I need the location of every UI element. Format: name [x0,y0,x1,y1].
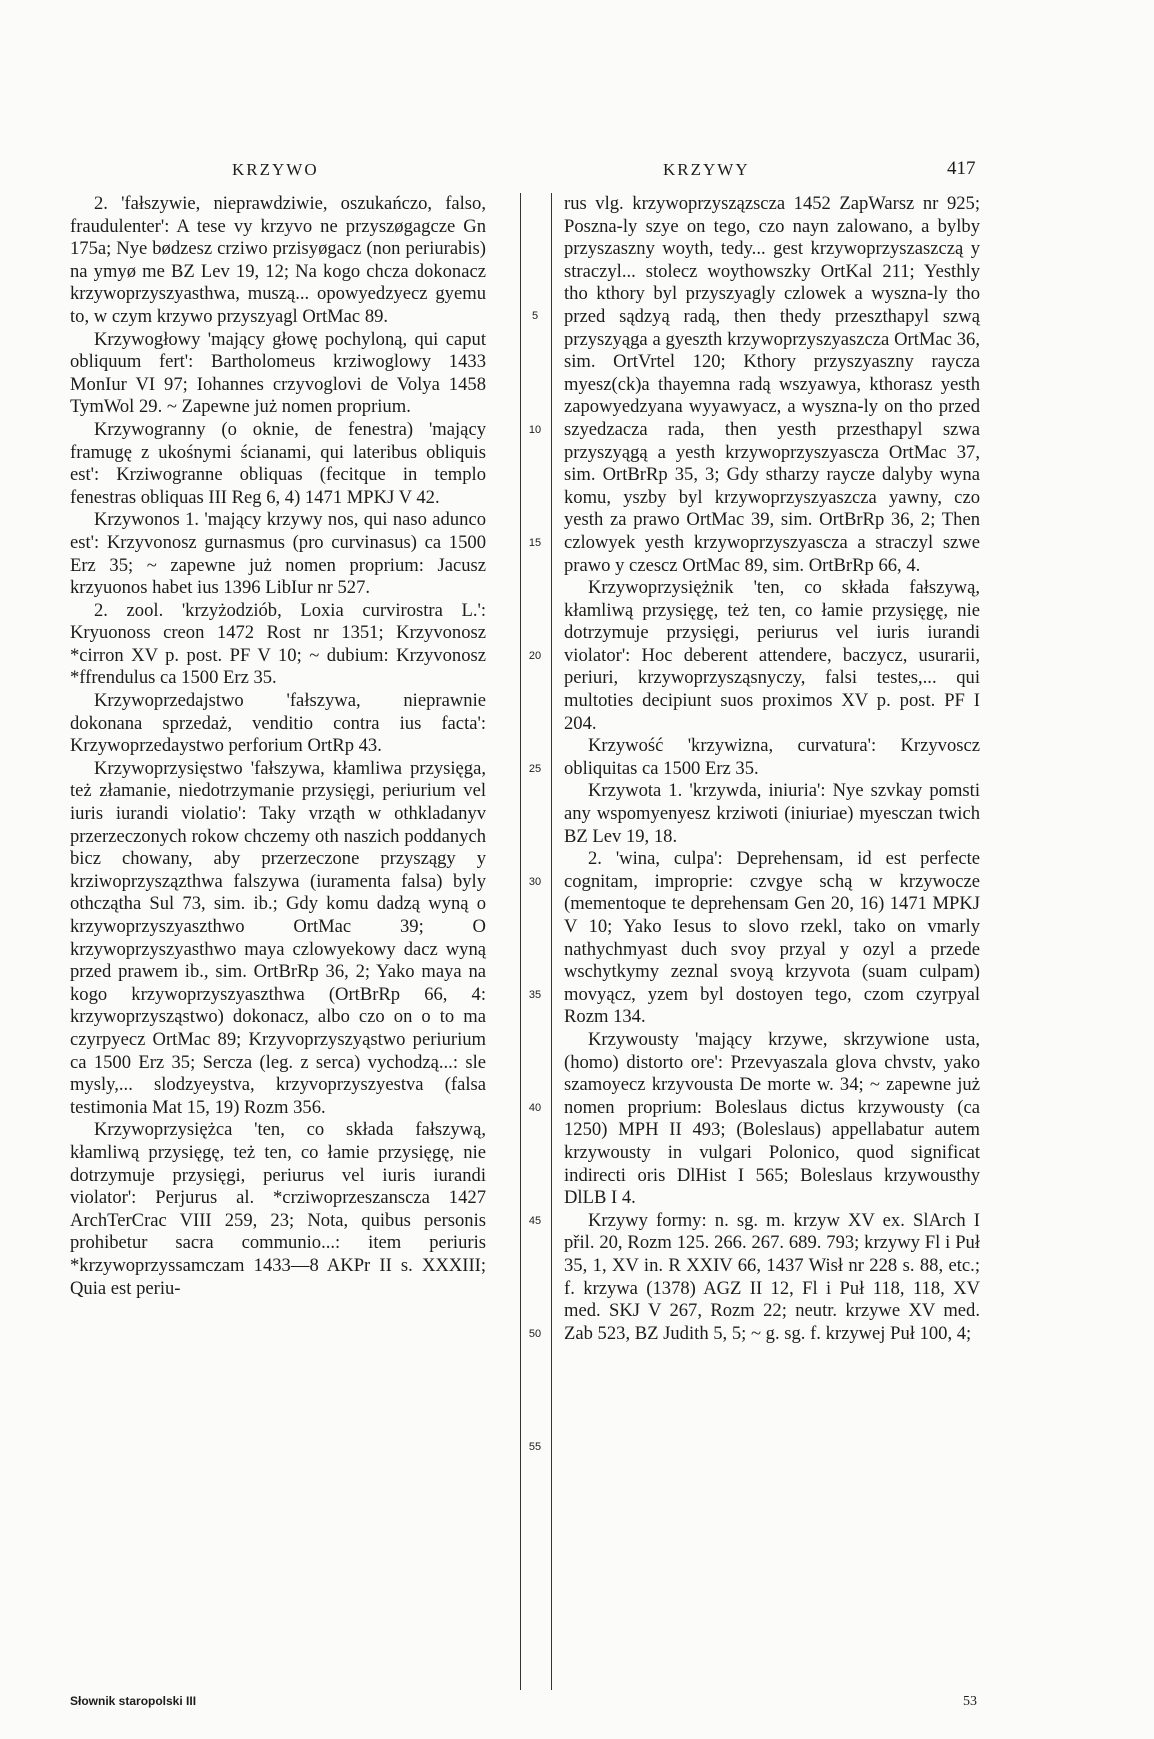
page-number: 417 [947,158,976,179]
entry-paragraph: Krzywonos 1. 'mający krzywy nos, qui naso adunco est': Krzyvonosz gurnasmus (pro curvinasus) ca 1500 Erz 35; ~ zapewne już nomen proprium: Jacusz krzyuonos habet ius 1396 LibIur nr 527. [70,509,486,599]
line-number: 25 [528,763,542,775]
line-number: 20 [528,650,542,662]
entry-paragraph: rus vlg. krzywoprzyszązscza 1452 ZapWarsz nr 925; Poszna-ly szye on tego, czo nayn zalowano, a bylby przyszaszny woyth, tedy... gest krzywoprzyszaszczą y straczyl... stolecz woythowszky OrtKal 211; Yesthly tho kthory byl przyszyagly czlowek a wyszna-ly tho przed sądzyą radą, then thedy przeszthapyl szwą przyszyąga a gyeszth krzywoprzyszyaszcza OrtMac 36, sim. OrtVrtel 120; Kthory przyszyaszny raycza myesz(ck)a thayemna radą wszyawya, kthorasz yesth zapowyedzyana wyyawyacz, a wyszna-ly on tho przed szyedzacza rada, then yesth przesthapyl szwa przyszyągą a yesth krzywoprzyszyascza OrtMac 37, sim. OrtBrRp 35, 3; Gdy stharzy raycze dalyby wyna komu, yszby byl krzywoprzyszyaszcza yawny, czo yesth za prawo OrtMac 39, sim. OrtBrRp 36, 2; Then czlowyek yesth krzywoprzyszyascza a straczyl szwe prawo y czescz OrtMac 89, sim. OrtBrRp 66, 4. [564,193,980,576]
entry-paragraph: 2. 'wina, culpa': Deprehensam, id est perfecte cognitam, improprie: czvgye schą w krzywocze (mementoque te deprehensam Gen 20, 16) 1471 MPKJ V 10; Yako Iesus to slovo rzekl, tako on vmarly nathychmyast duch svoy przyal y ozyl a przede wschytkymy zeznal svoyą krzyvota (suam culpam) movyącz, yzem byl dostoyen tego, czom czyrpyal Rozm 134. [564,848,980,1028]
column-rule-left [520,193,521,1690]
line-number: 5 [531,310,539,322]
entry-paragraph: Krzywoprzysiężnik 'ten, co składa fałszywą, kłamliwą przysięgę, też ten, co łamie przysięgę, nie dotrzymuje przysięgi, periurus vel iuris iurandi violator': Hoc deberent attendere, baczycz, usurarii, periuri, krzywoprzysząsnyczy, falsi testes,... qui multoties decipiunt suos proximos XV p. post. PF I 204. [564,577,980,734]
line-number: 35 [528,989,542,1001]
book-title-footer: Słownik staropolski III [70,1694,197,1708]
running-head-left: KRZYWO [232,160,319,179]
line-number: 50 [528,1328,542,1340]
left-column [70,193,486,1300]
entry-paragraph: Krzywy formy: n. sg. m. krzyw XV ex. SlArch I přil. 20, Rozm 125. 266. 267. 689. 793; krzywy Fl i Puł 35, 1, XV in. R XXIV 66, 1437 Wisł nr 228 s. 88, etc.; f. krzywa (1378) AGZ II 12, Fl i Puł 118, 118, XV med. SKJ V 267, Rozm 22; neutr. krzywe XV med. Zab 523, BZ Judith 5, 5; ~ g. sg. f. krzywej Puł 100, 4; [564,1209,980,1344]
running-head-right: KRZYWY [663,160,750,179]
line-number: 55 [528,1441,542,1453]
line-number: 15 [528,537,542,549]
right-column [564,193,980,1345]
line-number: 30 [528,876,542,888]
entry-paragraph: 2. 'fałszywie, nieprawdziwie, oszukańczo, falso, fraudulenter': A tese vy krzyvo ne przyszøgagcze Gn 175a; Nye bødzesz crziwo przisyøgacz (non periurabis) na ymyø me BZ Lev 19, 12; Na kogo chcza dokonacz krzywoprzyszyasthwa, muszą... opowyedzyecz gyemu to, w czym krzywo przyszyagl OrtMac 89. [70,193,486,327]
line-number: 10 [528,424,542,436]
entry-paragraph: Krzywoprzysiężca 'ten, co składa fałszywą, kłamliwą przysięgę, też ten, co łamie przysięgę, nie dotrzymuje przysięgi, periurus vel iuris iurandi violator': Perjurus al. *crziwoprzeszanscza 1427 ArchTerCrac VIII 259, 23; Nota, quibus personis prohibetur sacra communio...: item periuris *krzywoprzyssamczam 1433—8 AKPr II s. XXXIII; Quia est periu- [70,1119,486,1299]
line-number: 40 [528,1102,542,1114]
column-rule-right [551,193,552,1690]
entry-paragraph: Krzywoprzysięstwo 'fałszywa, kłamliwa przysięga, też złamanie, niedotrzymanie przysięgi, periurium vel iuris iurandi violatio': Taky vrząth w othkladanyv przerzeczonych rokow chczemy oth naszich poddanych bicz chowany, aby przerzeczone przyszągy y krziwoprzyszązthwa falszywa (iuramenta falsa) byly othczątha Sul 73, sim. ib.; Gdy komu dadzą wyną o krzywoprzyszyaszthwo OrtMac 39; O krzywoprzyszyasthwo maya czlowyekowy dacz wyną przed prawem ib., sim. OrtBrRp 36, 2; Yako maya na kogo krzywoprzyszyaszthwa (OrtBrRp 66, 4: krzywoprzysząstwo) dokonacz, albo czo on o to ma czyrpyecz OrtMac 89; Krzyvoprzyszyąstwo periurium ca 1500 Erz 35; Sercza (leg. z serca) vychodzą...: sle mysly,... slodzyeystva, krzyvoprzyszyestva (falsa testimonia Mat 15, 19) Rozm 356. [70,757,486,1118]
entry-paragraph: Krzywogranny (o oknie, de fenestra) 'mający framugę z ukośnymi ścianami, qui lateribus obliquis est': Krziwogranne obliquas (fecitque in templo fenestras obliquas III Reg 6, 4) 1471 MPKJ V 42. [70,418,486,508]
sheet-signature: 53 [963,1694,977,1709]
line-number: 45 [528,1215,542,1227]
entry-paragraph: Krzywogłowy 'mający głowę pochyloną, qui caput obliquum fert': Bartholomeus krziwoglowy 1433 MonIur VI 97; Iohannes crzyvoglovi de Volya 1458 TymWol 29. ~ Zapewne już nomen proprium. [70,328,486,418]
entry-paragraph: Krzywousty 'mający krzywe, skrzywione usta, (homo) distorto ore': Przevyaszala glova chvstv, yako szamoyecz krzyvousta De morte w. 34; ~ zapewne już nomen proprium: Boleslaus dictus krzywousty (ca 1250) MPH II 493; (Boleslaus) appellabatur autem krzywousty in vulgari Polonico, quod significat indirecti oris DlHist I 565; Boleslaus krzywousthy DlLB I 4. [564,1028,980,1209]
entry-paragraph: Krzywoprzedajstwo 'fałszywa, nieprawnie dokonana sprzedaż, venditio contra ius facta': Krzywoprzedaystwo perforium OrtRp 43. [70,690,486,757]
entry-paragraph: 2. zool. 'krzyżodziób, Loxia curvirostra L.': Kryuonoss creon 1472 Rost nr 1351; Krzyvonosz *cirron XV p. post. PF V 10; ~ dubium: Krzyvonosz *ffrendulus ca 1500 Erz 35. [70,599,486,689]
entry-paragraph: Krzywota 1. 'krzywda, iniuria': Nye szvkay pomsti any wspomyenyesz krziwoti (iniuriae) myesczan twich BZ Lev 19, 18. [564,780,980,847]
entry-paragraph: Krzywość 'krzywizna, curvatura': Krzyvoscz obliquitas ca 1500 Erz 35. [564,735,980,779]
